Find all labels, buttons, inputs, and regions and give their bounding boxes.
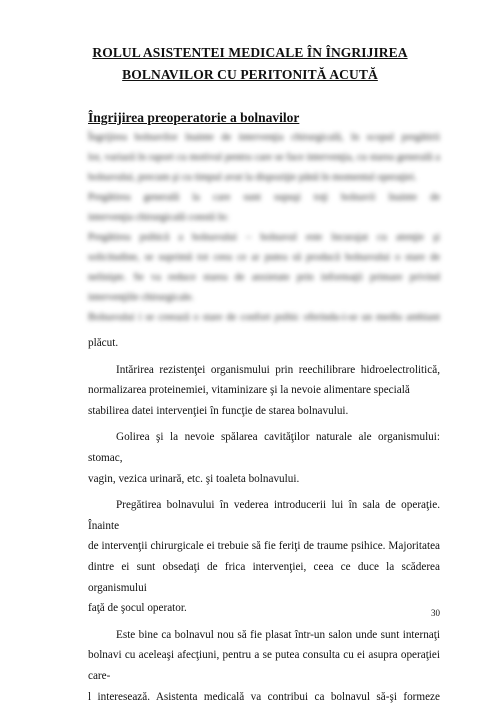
- paragraph-continuation: plăcut.: [88, 333, 440, 354]
- blurred-line: bolnavului, precum şi cu timpul avut la dispoziţie până în momentul operaţiei.: [88, 168, 440, 188]
- paragraph: [88, 495, 440, 619]
- page-number: 30: [431, 608, 440, 618]
- paragraph-line: vagin, vezica urinară, etc. şi toaleta bolnavului.: [88, 469, 440, 490]
- blurred-line: Bolnavului i se creează o stare de confort psihic oferindu-i-se un mediu ambiant: [88, 308, 440, 328]
- paragraph: [88, 360, 440, 422]
- paragraph-line: Este bine ca bolnavul nou să fie plasat într-un salon unde sunt internaţi: [88, 625, 440, 646]
- blurred-line: nelinişte. Se va reduce starea de anxietate prin informaţii primare privind: [88, 268, 440, 288]
- paragraph-line: Intărirea rezistenţei organismului prin reechilibrare hidroelectrolitică,: [88, 360, 440, 381]
- paragraph: [88, 625, 440, 707]
- paragraph-line: dintre ei sunt obsedaţi de frica intervenţiei, ceea ce duce la scăderea organismului: [88, 557, 440, 598]
- paragraph-line: normalizarea proteinemiei, vitaminizare şi la nevoie alimentare specială: [88, 380, 440, 401]
- blurred-line: Pregătirea generală la care sunt supuşi toţi bolnavii înainte de: [88, 188, 440, 208]
- blurred-line: intervenţiile chirurgicale.: [88, 288, 440, 308]
- paragraph-line: bolnavi cu aceleaşi afecţiuni, pentru a se putea consulta cu ei asupra operaţiei care-: [88, 645, 440, 686]
- paragraph-line: de intervenţii chirurgicale ei trebuie să fie feriţi de traume psihice. Majoritatea: [88, 536, 440, 557]
- paragraph-line: stabilirea datei intervenţiei în funcţie de starea bolnavului.: [88, 401, 440, 422]
- paragraph-line: Golirea şi la nevoie spălarea cavităţilor naturale ale organismului: stomac,: [88, 427, 440, 468]
- blurred-text-block: [88, 128, 440, 338]
- paragraph-line: Pregătirea bolnavului în vederea introducerii lui în sala de operaţie. Înainte: [88, 495, 440, 536]
- document-title-line-1: ROLUL ASISTENTEI MEDICALE ÎN ÎNGRIJIREA: [0, 45, 500, 61]
- blurred-line: solicitudine, se suprimă tot ceea ce ar putea să producă bolnavului o stare de: [88, 248, 440, 268]
- paragraph-line: faţă de şocul operator.: [88, 598, 440, 619]
- paragraph: [88, 427, 440, 489]
- blurred-line: Îngrijirea bolnavilor înainte de intervenţia chirurgicală, în scopul pregătirii: [88, 128, 440, 148]
- blurred-line: Pregătirea psihică a bolnavului – bolnavul este încurajat cu atenţie şi: [88, 228, 440, 248]
- blurred-line: intervenţia chirurgicală constă în:: [88, 208, 440, 228]
- blurred-line: lor, variază în raport cu motivul pentru care se face intervenţia, cu starea generală a: [88, 148, 440, 168]
- document-title-line-2: BOLNAVILOR CU PERITONITĂ ACUTĂ: [0, 67, 500, 83]
- section-heading: Îngrijirea preoperatorie a bolnavilor: [88, 110, 299, 126]
- body-text: [88, 333, 440, 707]
- paragraph-line: l interesează. Asistenta medicală va contribui ca bolnavul să-şi formeze: [88, 687, 440, 707]
